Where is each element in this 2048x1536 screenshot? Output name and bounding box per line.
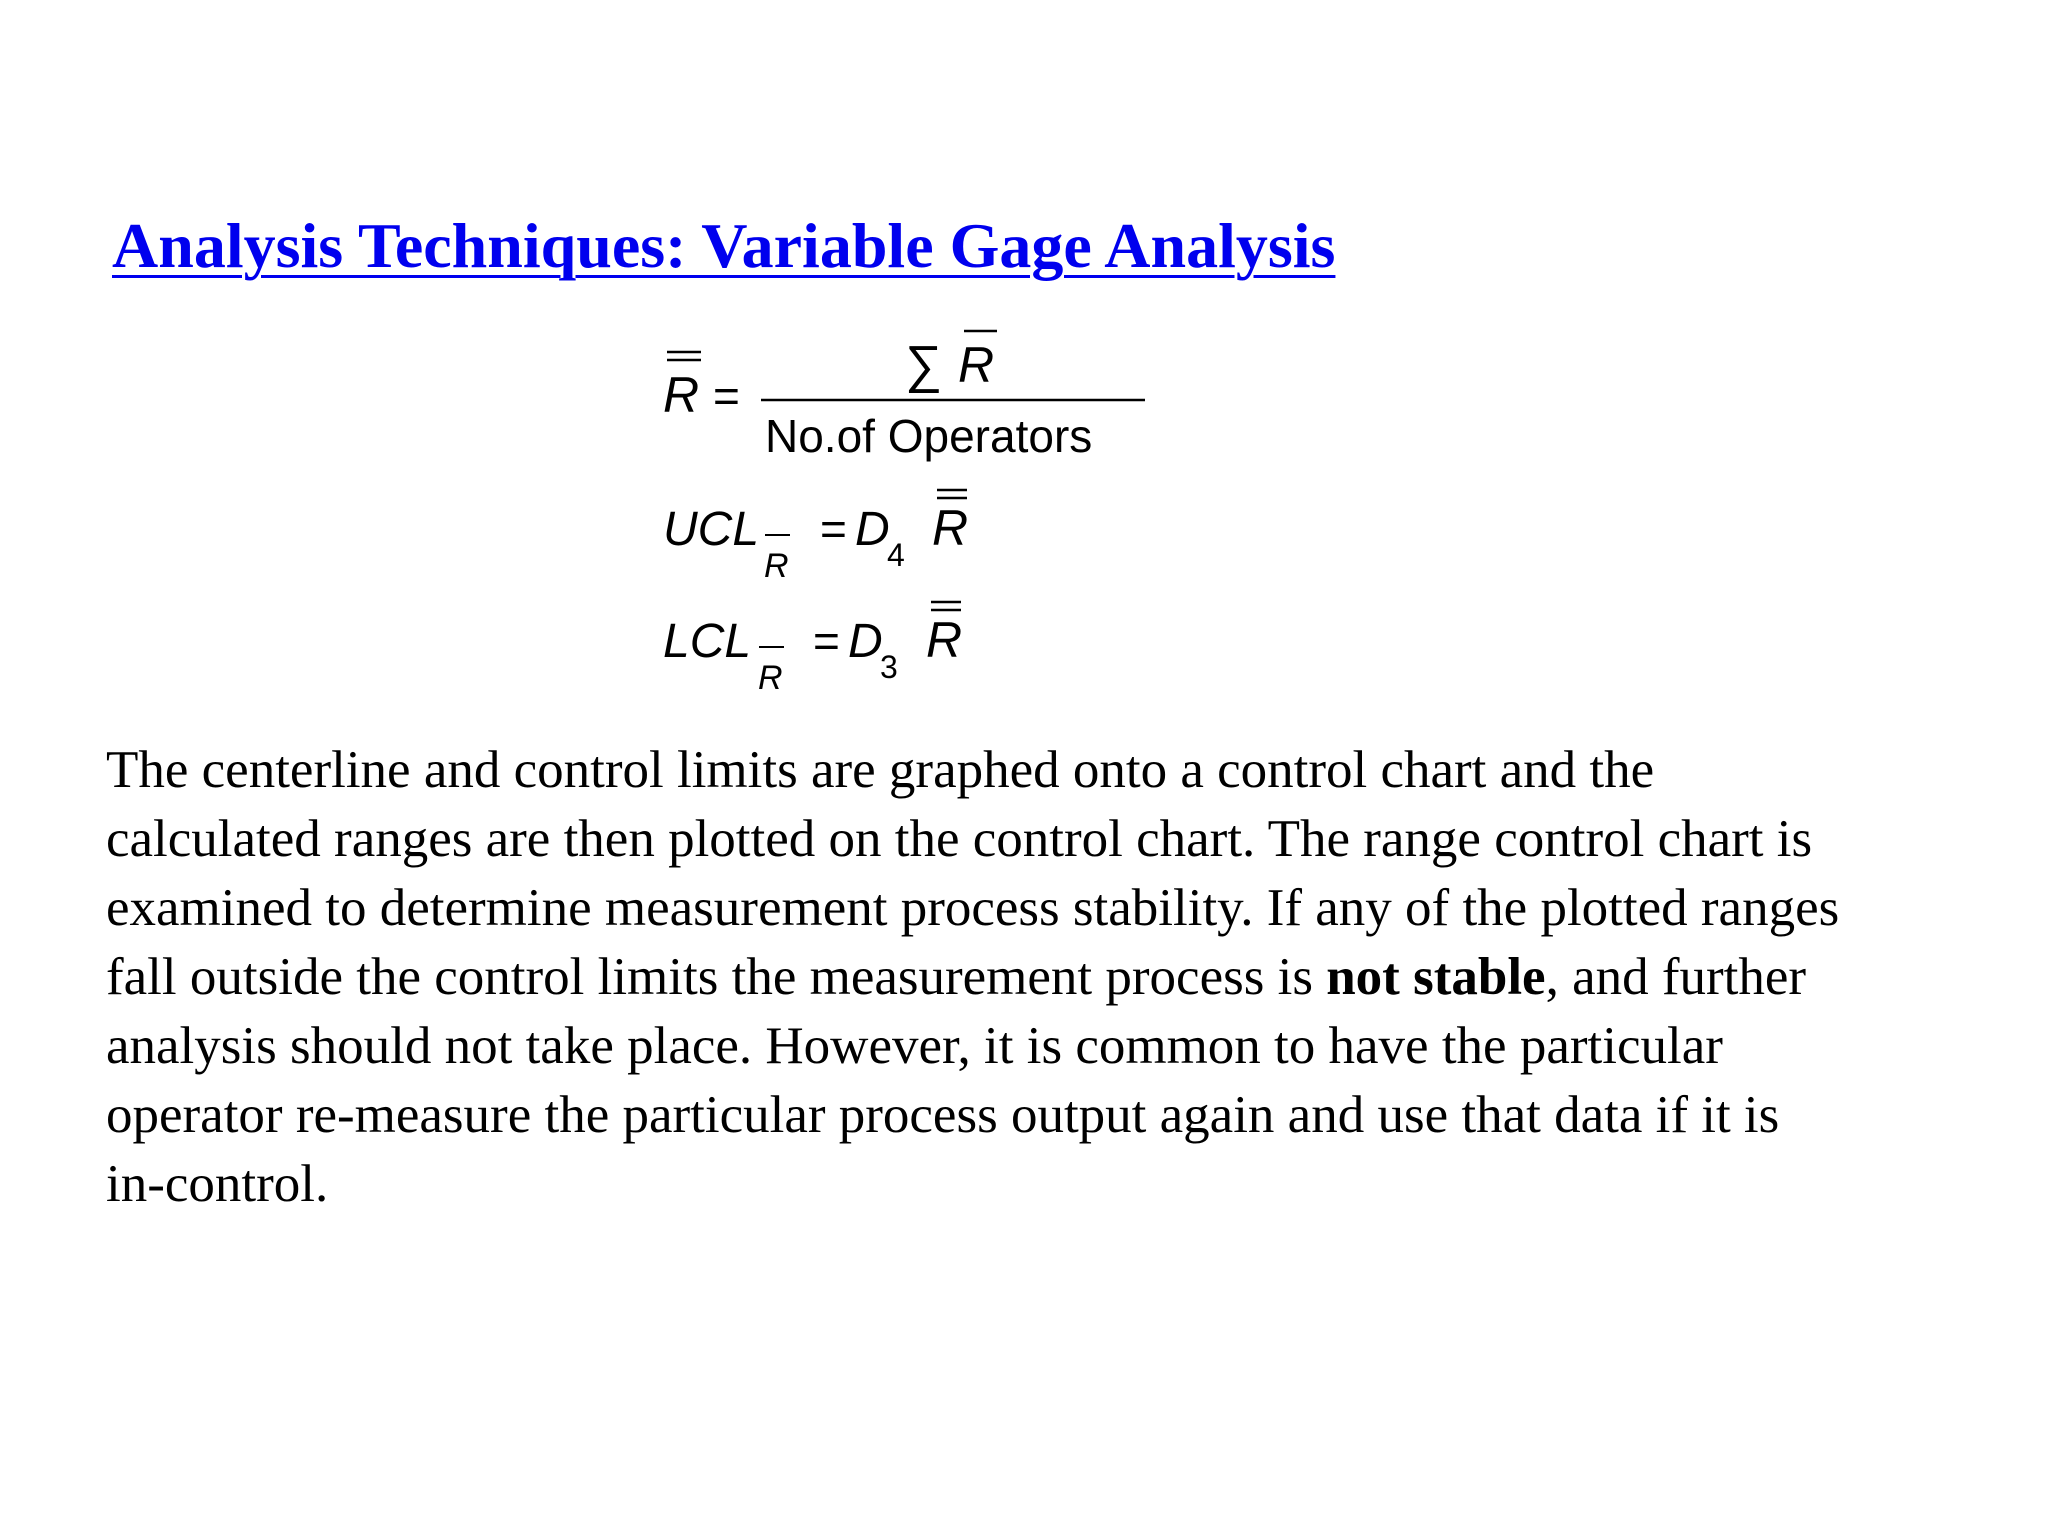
body-line-7: in-control. bbox=[106, 1155, 329, 1213]
numerator-symbol: R bbox=[958, 337, 995, 393]
body-line-5: analysis should not take place. However, it is common to have the particular bbox=[106, 1017, 1723, 1075]
lcl-label: LCL bbox=[663, 615, 752, 668]
slide-title: Analysis Techniques: Variable Gage Analysis bbox=[112, 210, 1336, 281]
ucl-label: UCL bbox=[663, 503, 760, 556]
ucl-d-subscript: 4 bbox=[887, 537, 905, 573]
body-paragraph bbox=[106, 736, 2006, 1219]
body-line-6: operator re-measure the particular process output again and use that data if it is bbox=[106, 1086, 1780, 1144]
body-line-4 bbox=[106, 943, 2006, 1012]
not-stable-emphasis: not stable bbox=[1326, 948, 1546, 1006]
ucl-formula bbox=[663, 490, 968, 585]
formula-svg bbox=[655, 310, 1175, 710]
ucl-subscript: R bbox=[764, 547, 789, 585]
lcl-subscript: R bbox=[758, 659, 783, 697]
ucl-r-symbol: R bbox=[932, 500, 969, 556]
lcl-d-subscript: 3 bbox=[880, 649, 898, 685]
formula-block bbox=[655, 310, 1175, 710]
denominator: No.of Operators bbox=[765, 410, 1093, 462]
rbar-equals: = bbox=[713, 370, 740, 422]
body-line-4-start: fall outside the control limits the measurement process is bbox=[106, 948, 1327, 1006]
rbar-symbol: R bbox=[663, 367, 700, 423]
body-line-1: The centerline and control limits are graphed onto a control chart and the bbox=[106, 741, 1655, 799]
ucl-equals: = bbox=[820, 503, 847, 555]
body-line-3: examined to determine measurement process stability. If any of the plotted ranges bbox=[106, 879, 1840, 937]
lcl-formula bbox=[663, 602, 962, 697]
body-line-4-end: , and further bbox=[1545, 948, 1807, 1006]
sum-symbol: ∑ bbox=[905, 336, 943, 394]
ucl-d: D bbox=[855, 503, 890, 556]
lcl-r-symbol: R bbox=[926, 612, 963, 668]
body-line-2: calculated ranges are then plotted on the control chart. The range control chart is bbox=[106, 810, 1813, 868]
lcl-equals: = bbox=[813, 615, 840, 667]
lcl-d: D bbox=[848, 615, 883, 668]
rbar-formula bbox=[663, 331, 1145, 462]
